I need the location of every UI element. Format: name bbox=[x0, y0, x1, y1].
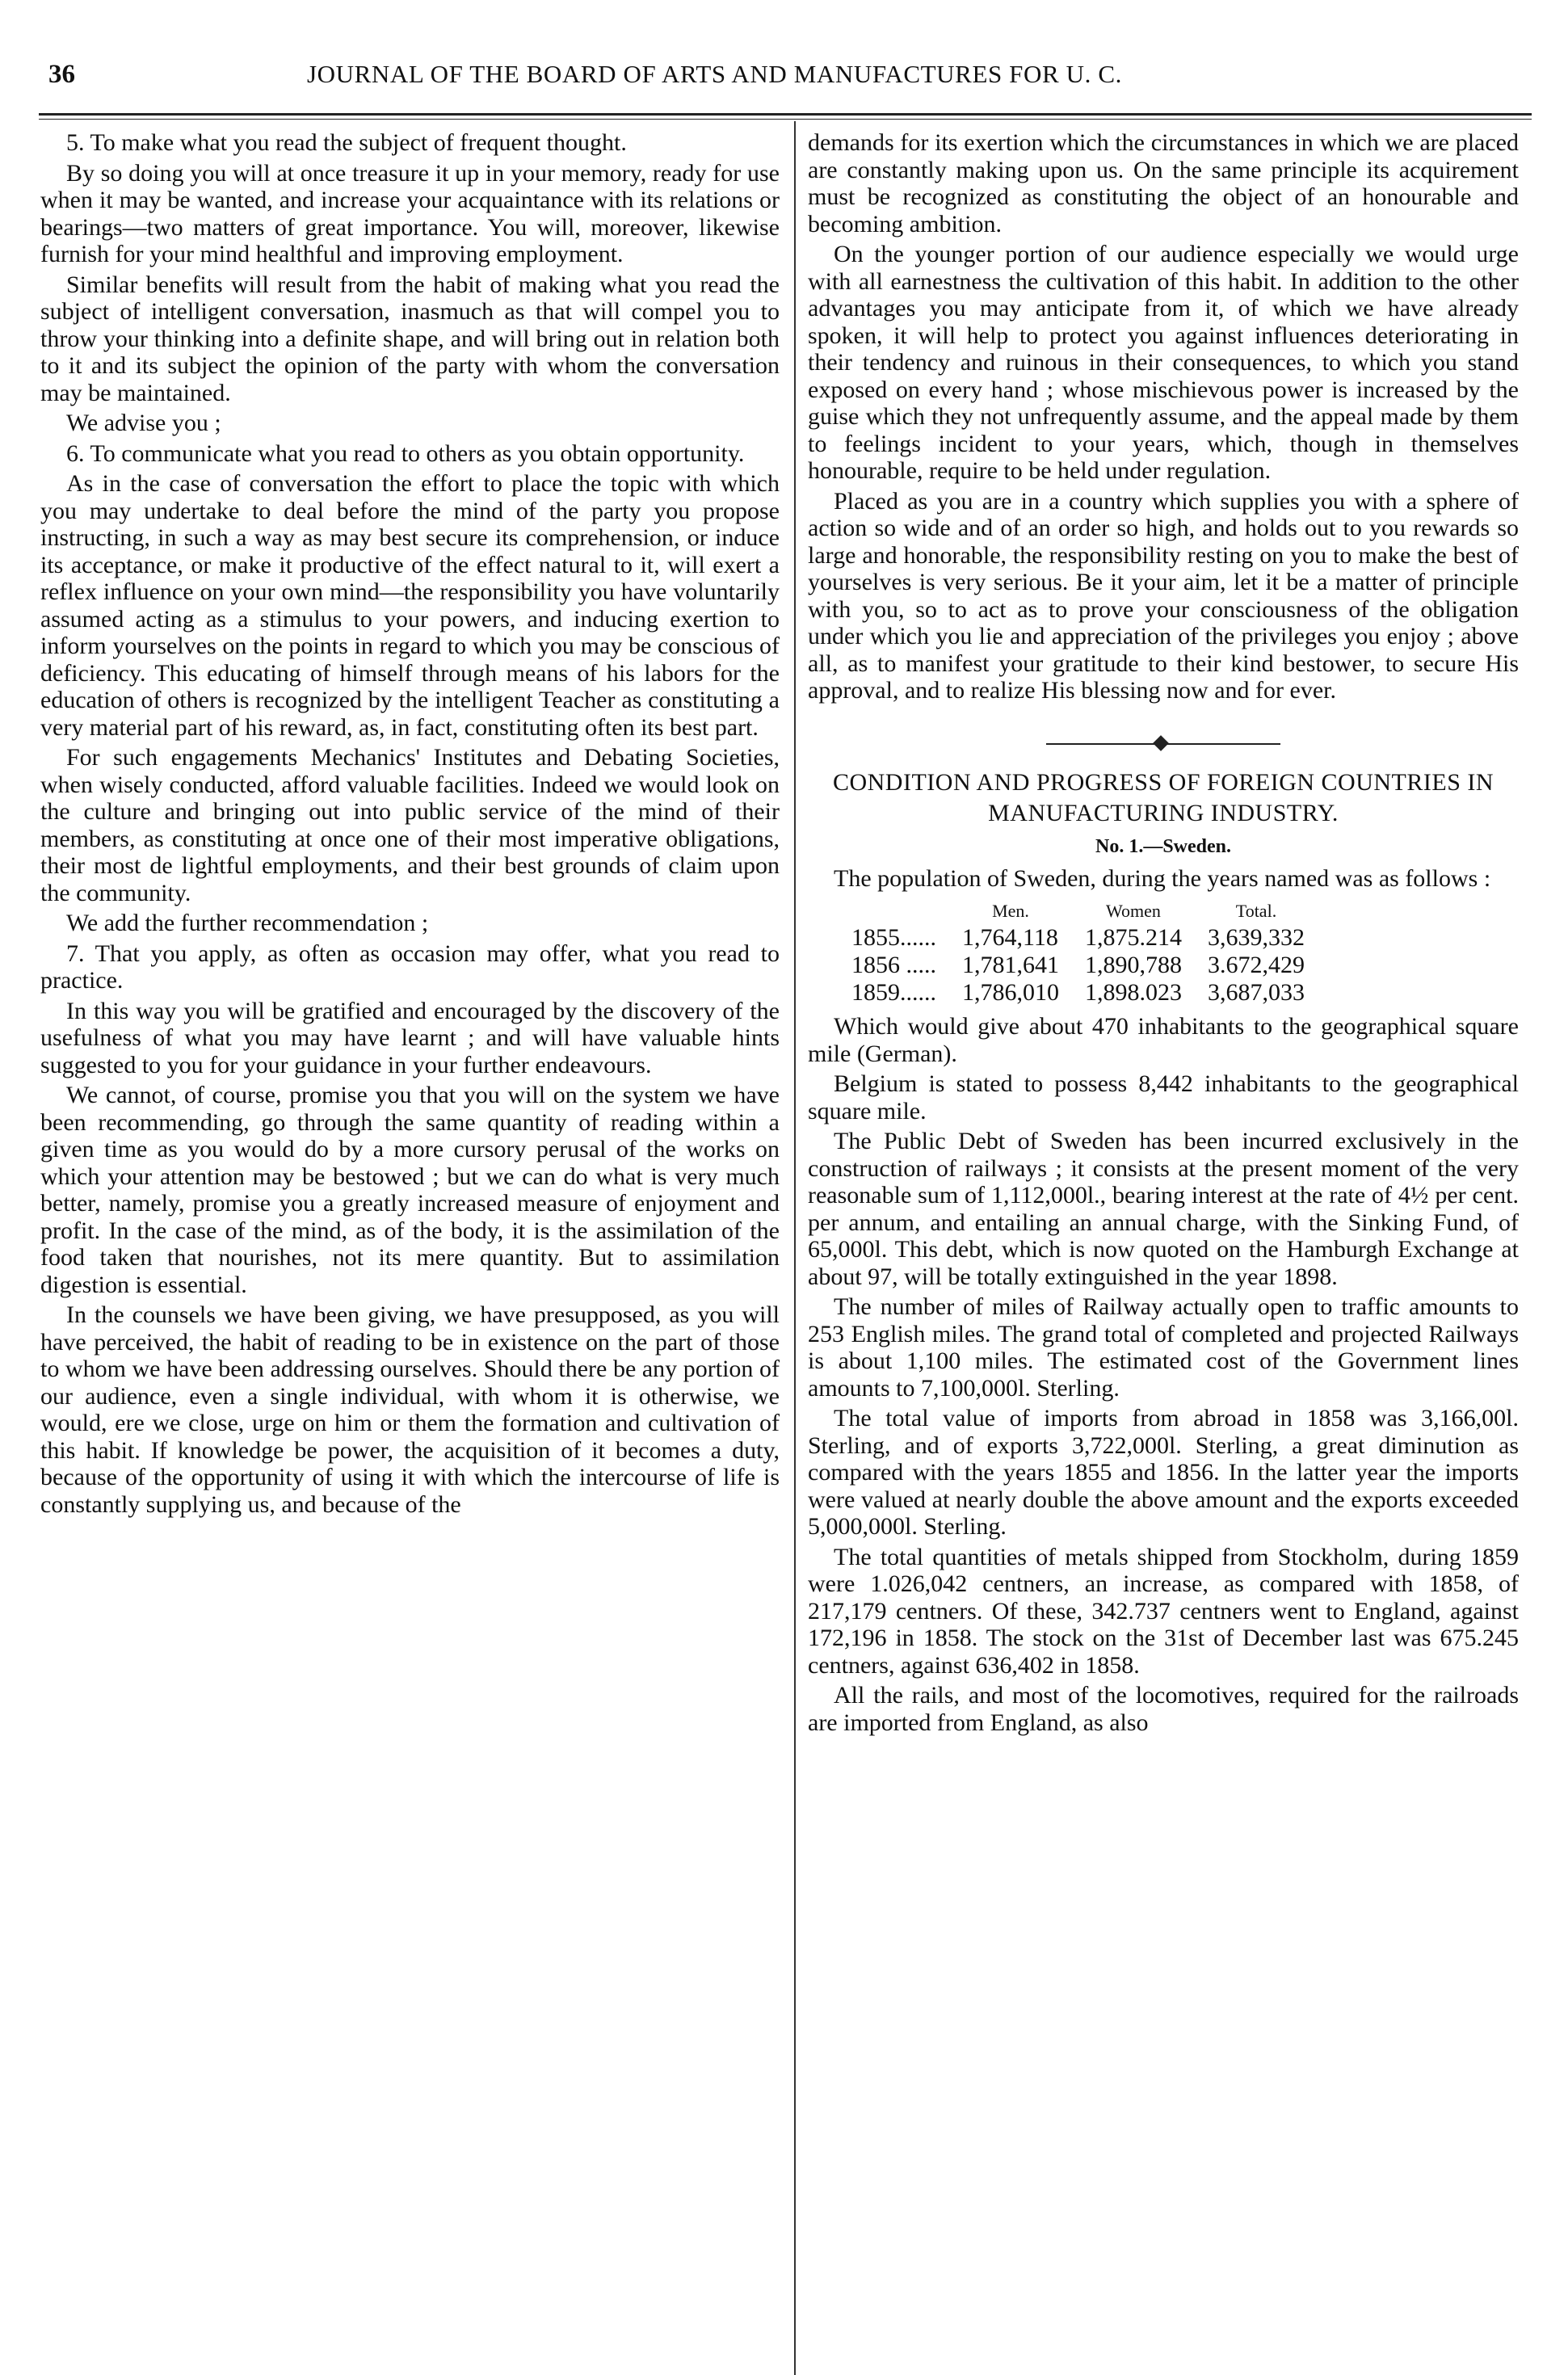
paragraph: Placed as you are in a country which supplies you with a sphere of action so wide and of an order so high, and holds out to you rewards so large and honorable, the responsibility resting on you to make the best of yourselves is very serious. Be it your aim, let it be a matter of principle with you, so to act as to prove your consciousness of the obligation under which you lie and appreciation of the privileges you enjoy ; above all, as to manifest your gratitude to their kind bestower, to secure His approval, and to realize His blessing now and for ever. bbox=[808, 487, 1519, 704]
paragraph: 6. To communicate what you read to others as you obtain opportunity. bbox=[66, 439, 745, 467]
table-row bbox=[827, 979, 1318, 1007]
table-cell: 3,687,033 bbox=[1208, 979, 1305, 1006]
paragraph: 7. That you apply, as often as occasion may offer, what you read to practice. bbox=[40, 939, 780, 994]
paragraph: In the counsels we have been giving, we have presupposed, as you will have perceived, the habit of reading to be in existence on the part of those to whom we have been addressing ourselves. Should there be any portion of our audience, even a single individual, with whom it is otherwise, we would, ere we close, urge on him or them the formation and cultivation of this habit. If knowledge be power, the acquisition of it becomes a duty, because of the opportunity of using it with which the intercourse of life is constantly supplying us, and because of the bbox=[40, 1301, 780, 1518]
paragraph: 5. To make what you read the subject of frequent thought. bbox=[66, 129, 627, 156]
diamond-icon bbox=[1153, 735, 1169, 751]
table-row bbox=[827, 924, 1318, 952]
header-rule bbox=[39, 113, 1532, 116]
paragraph: As in the case of conversation the effort to place the topic with which you may undertake to deal before the mind of the party you propose instructing, in such a way as may best secure its comprehension, or induce its acceptance, or make it productive of the effect natural to it, will exert a reflex influence on your own mind—the responsibility you have voluntarily assumed acting as a stimulus to your powers, and inducing exertion to inform yourselves on the points in regard to which you may be conscious of deficiency. This educating of himself through means of his labors for the education of others is recognized by the intelligent Teacher as constituting a very material part of his reward, as, in fact, constituting often its best part. bbox=[40, 470, 780, 741]
paragraph: By so doing you will at once treasure it up in your memory, ready for use when it may be wanted, and increase your acquaintance with its relations or bearings—two matters of great importance. You will, moreover, likewise furnish for your mind healthful and improving employment. bbox=[40, 159, 780, 267]
section-title: CONDITION AND PROGRESS OF FOREIGN COUNTRIES IN MANUFACTURING INDUSTRY. bbox=[832, 768, 1494, 826]
table-cell: 1,781,641 bbox=[962, 952, 1059, 978]
table-cell: 1,786,010 bbox=[962, 979, 1059, 1006]
paragraph: We add the further recommendation ; bbox=[66, 910, 429, 936]
left-column bbox=[40, 129, 780, 1521]
table-cell: 3,639,332 bbox=[1208, 924, 1305, 951]
table-header: Men. bbox=[992, 900, 1029, 921]
table-cell: 1,875.214 bbox=[1085, 924, 1182, 951]
table-cell: 1856 ..... bbox=[851, 952, 936, 978]
paragraph: Which would give about 470 inhabitants to the geographical square mile (German). bbox=[808, 1013, 1519, 1067]
paragraph: The population of Sweden, during the years named was as follows : bbox=[834, 865, 1491, 892]
table-cell: 1,898.023 bbox=[1085, 979, 1182, 1006]
header-rule-thin bbox=[39, 119, 1532, 120]
column-divider bbox=[794, 121, 796, 2375]
paragraph: On the younger portion of our audience especially we would urge with all earnestness the cultivation of this habit. In addition to the other advantages you may anticipate from it, of which we have already spoken, it will help to protect you against influences deteriorating in their tendency and ruinous in their consequences, to which you stand exposed on every hand ; whose mischievous power is increased by the guise which they not unfrequently assume, and the appeal made by them to feelings incident to your years, which, though in themselves honourable, require to be held under regulation. bbox=[808, 241, 1519, 484]
paragraph: Similar benefits will result from the habit of making what you read the subject of intelligent conversation, inasmuch as that will compel you to throw your thinking into a definite shape, and will bring out in relation both to it and its subject the opinion of the party with whom the conversation may be maintained. bbox=[40, 271, 780, 406]
page-header bbox=[48, 60, 1523, 97]
page-number: 36 bbox=[48, 60, 75, 89]
section-subtitle: No. 1.—Sweden. bbox=[1095, 835, 1231, 857]
table-cell: 1,890,788 bbox=[1085, 952, 1182, 978]
paragraph: The number of miles of Railway actually open to traffic amounts to 253 English miles. The grand total of completed and projected Railways is about 1,100 miles. The estimated cost of the Government lines amounts to 7,100,000l. Sterling. bbox=[808, 1293, 1519, 1402]
paragraph: We advise you ; bbox=[66, 410, 221, 436]
paragraph: For such engagements Mechanics' Institutes and Debating Societies, when wisely conducted, afford valuable facilities. Indeed we would look on the culture and bringing out into public service of the mind of their members, as constituting at once one of their most imperative obligations, their most de lightful employments, and their best grounds of claim upon the community. bbox=[40, 744, 780, 906]
right-column bbox=[808, 129, 1519, 1739]
paragraph: The total quantities of metals shipped from Stockholm, during 1859 were 1.026,042 centners, an increase, as compared with 1858, of 217,179 centners. Of these, 342.737 centners went to England, against 172,196 in 1858. The stock on the 31st of December last was 675.245 centners, against 636,402 in 1858. bbox=[808, 1543, 1519, 1679]
table-header-row bbox=[827, 897, 1318, 925]
paragraph: We cannot, of course, promise you that you will on the system we have been recommending, go through the same quantity of reading within a given time as you would do by a more cursory perusal of the works on which your attention may be bestowed ; but we can do what is very much better, namely, promise you a greatly increased measure of enjoyment and profit. In the case of the mind, as of the body, it is the assimilation of the food taken that nourishes, not its mere quantity. But to assimilation digestion is essential. bbox=[40, 1082, 780, 1298]
paragraph: demands for its exertion which the circumstances in which we are placed are constantly making upon us. On the same principle its acquirement must be recognized as constituting the object of an honourable and becoming ambition. bbox=[808, 129, 1519, 238]
table-cell: 1855...... bbox=[851, 924, 936, 951]
table-cell: 3.672,429 bbox=[1208, 952, 1305, 978]
table-cell: 1859...... bbox=[851, 979, 936, 1006]
table-cell: 1,764,118 bbox=[962, 924, 1058, 951]
journal-title: JOURNAL OF THE BOARD OF ARTS AND MANUFACTURES FOR U. C. bbox=[307, 60, 1122, 88]
population-table bbox=[827, 897, 1318, 1007]
table-header bbox=[827, 897, 949, 925]
paragraph: The total value of imports from abroad in 1858 was 3,166,00l. Sterling, and of exports 3,722,000l. Sterling, a great diminution as compared with the years 1855 and 1856. In the latter year the imports were valued at nearly double the above amount and the exports exceeded 5,000,000l. Sterling. bbox=[808, 1405, 1519, 1540]
table-header: Women bbox=[1106, 900, 1161, 921]
table-header: Total. bbox=[1235, 900, 1277, 921]
paragraph: In this way you will be gratified and encouraged by the discovery of the usefulness of what you may have learnt ; and will have valuable hints suggested to you for your guidance in your further endeavours. bbox=[40, 997, 780, 1078]
paragraph: All the rails, and most of the locomotives, required for the railroads are imported from England, as also bbox=[808, 1682, 1519, 1736]
table-row bbox=[827, 952, 1318, 979]
paragraph: The Public Debt of Sweden has been incurred exclusively in the construction of railways ; it consists at the present moment of the very reasonable sum of 1,112,000l., bearing interest at the rate of 4½ per cent. per annum, and entailing an annual charge, with the Sinking Fund, of 65,000l. This debt, which is now quoted on the Hamburgh Exchange at about 97, will be totally extinguished in the year 1898. bbox=[808, 1128, 1519, 1290]
paragraph: Belgium is stated to possess 8,442 inhabitants to the geographical square mile. bbox=[808, 1070, 1519, 1124]
section-separator-ornament bbox=[1046, 735, 1280, 753]
